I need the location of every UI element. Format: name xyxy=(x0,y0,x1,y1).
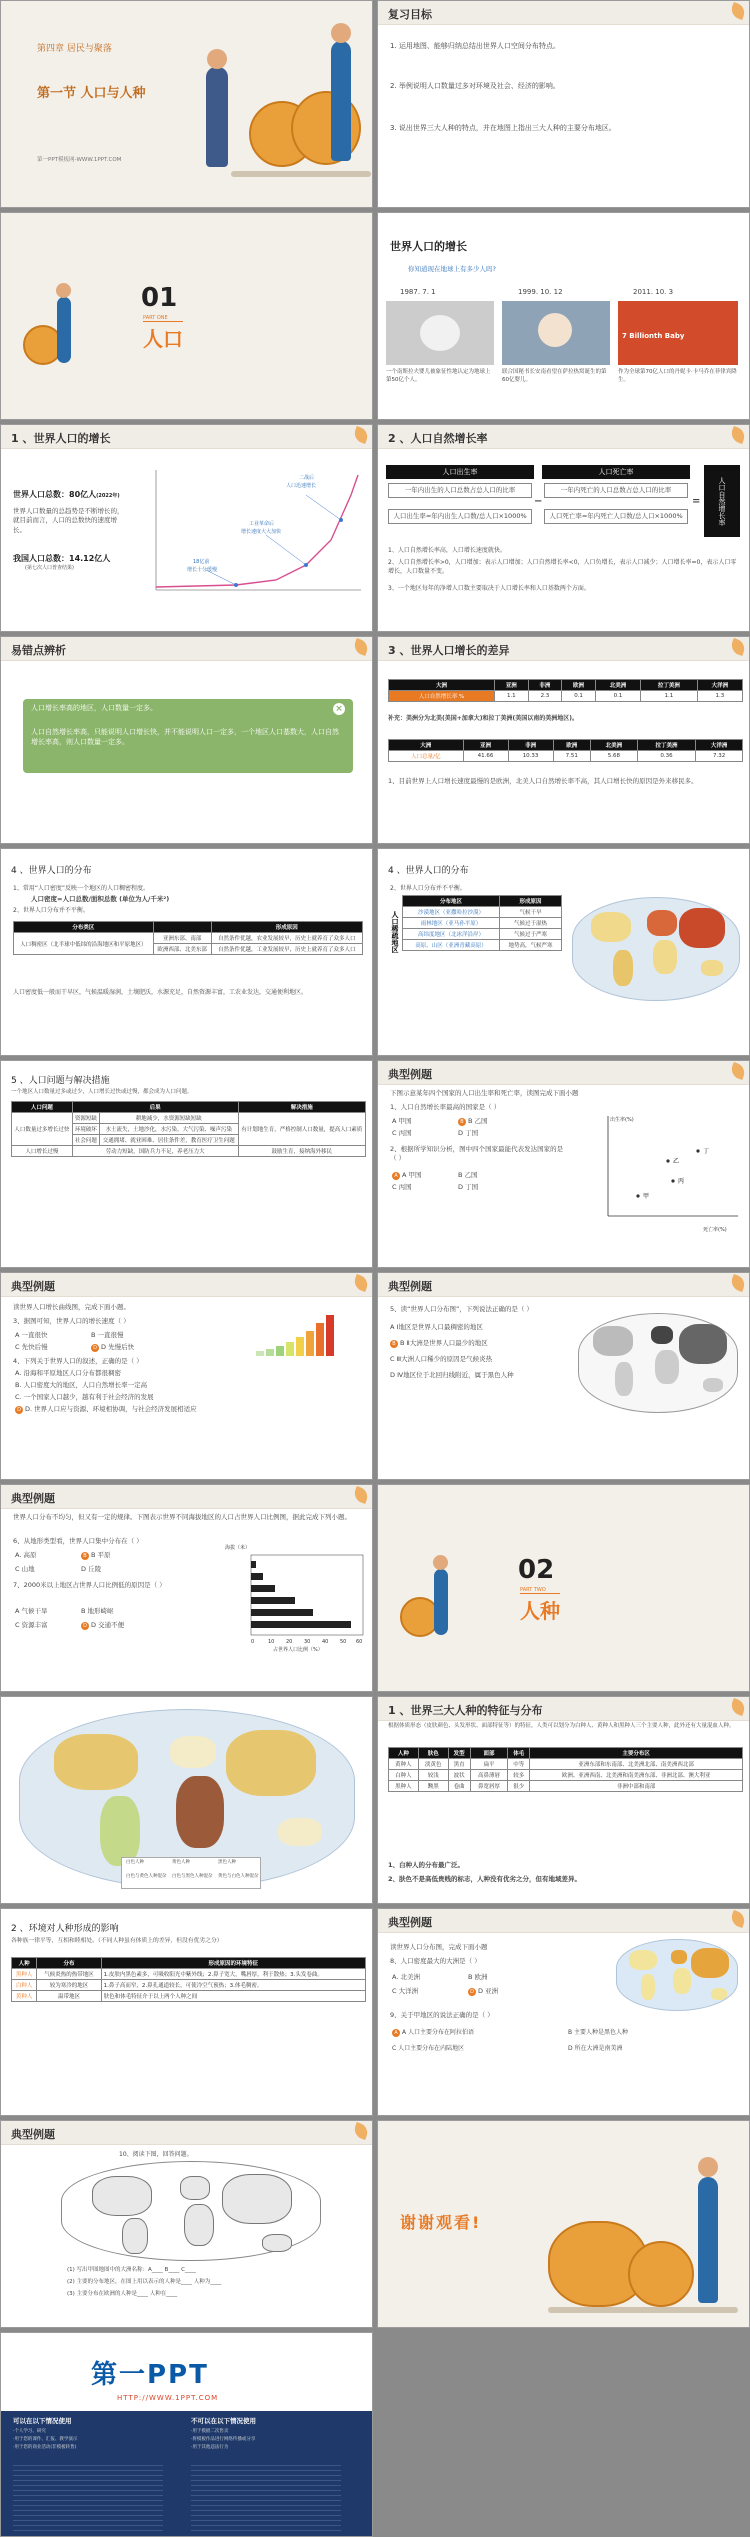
sparse-area-label: 人口稀疏地区 xyxy=(391,911,399,953)
farmer-head xyxy=(433,1555,448,1570)
chapter-title: 第四章 居民与聚落 xyxy=(37,44,112,54)
slide-6[interactable] xyxy=(377,424,750,632)
answer-3: (3) 主要分布在欧洲的人种是____ 人种在____ xyxy=(67,2291,178,2297)
q1-option-d[interactable]: D 丁国 xyxy=(458,1129,479,1137)
label-rapid: 人口迅速增长 xyxy=(286,483,317,489)
slide-title: 复习目标 xyxy=(388,8,432,21)
china-pop-note: (第七次人口普查结果) xyxy=(25,565,74,571)
population-table: 大洲 亚洲 非洲 欧洲 北美洲 拉丁美洲 大洋洲 人口总量/亿 41.66 10.33 7.51 5.68 0.36 7.32 xyxy=(388,739,743,762)
slide-22[interactable] xyxy=(377,2120,750,2328)
q8-option-a[interactable]: A. 北美洲 xyxy=(392,1973,420,1981)
q2-option-d[interactable]: D 丁国 xyxy=(458,1183,479,1191)
birth-rate-header: 人口出生率 xyxy=(386,465,534,479)
density-formula: 人口密度=人口总数/面积总数 (单位为人/千米²) xyxy=(31,895,170,903)
footer-text: 第一PPT模板网-WWW.1PPT.COM xyxy=(37,157,122,163)
part-label: PART ONE xyxy=(143,315,168,321)
q1: 1、人口自然增长率最高的国家是（ ） xyxy=(390,1103,501,1111)
svg-text:占世界人口比例（%）: 占世界人口比例（%） xyxy=(273,1647,323,1653)
cannot-use-title: 不可以在以下情况使用 xyxy=(191,2417,256,2425)
thanks-text: 谢谢观看! xyxy=(400,2213,482,2232)
label-industrial: 工业革命后 xyxy=(249,521,275,527)
slide-header xyxy=(378,1273,749,1297)
divider xyxy=(520,1593,560,1594)
slide-title: 典型例题 xyxy=(388,1068,432,1081)
caption-2: 联合国秘书长安南看望在萨拉热窝诞生的第60亿婴儿。 xyxy=(502,369,607,383)
section-title: 第一节 人口与人种 xyxy=(37,86,146,101)
date-3: 2011. 10. 3 xyxy=(633,288,674,296)
ground xyxy=(548,2307,738,2313)
haybale-graphic-2 xyxy=(628,2241,694,2307)
leaf-icon xyxy=(352,638,370,656)
svg-text:10: 10 xyxy=(268,1639,275,1645)
svg-text:30: 30 xyxy=(304,1639,311,1645)
farmer-head xyxy=(56,283,71,298)
legend-yellow: 黄色人种 xyxy=(172,1860,190,1865)
slide-19[interactable] xyxy=(0,1908,373,2116)
explanation: 人口自然增长率高，只能说明人口增长快，并不能说明人口一定多，一个地区人口基数大，人口自然增长率高，则人口数量一定多。 xyxy=(31,728,339,747)
mistake-card xyxy=(23,699,353,773)
caption-3: 作为全球第70亿人口的丹妮卡·卡马乔在菲律宾降生。 xyxy=(618,369,737,383)
slide-8[interactable] xyxy=(377,636,750,844)
slide-header xyxy=(378,1061,749,1085)
label-postwar: 二战后 xyxy=(299,475,315,481)
slide-header xyxy=(1,425,372,449)
slide-header xyxy=(1,1273,372,1297)
farmer-man-head xyxy=(207,49,227,69)
svg-text:丙: 丙 xyxy=(678,1178,685,1185)
death-rate-header: 人口死亡率 xyxy=(542,465,690,479)
birth-death-scatter-chart xyxy=(583,1111,743,1241)
answer-2: (2) 主要的分布地区，在图上用以表示的人种是____ 人种为____ xyxy=(67,2279,222,2285)
q3-option-d[interactable]: D D 先慢后快 xyxy=(91,1343,134,1352)
legend-mix-3: 黄色与白色人种混杂 xyxy=(218,1874,259,1879)
slide-21[interactable] xyxy=(0,2120,373,2328)
slide-20[interactable] xyxy=(377,1908,750,2116)
caption-1: 一个南斯拉夫婴儿被象征性地认定为地球上第50亿个人。 xyxy=(386,369,491,383)
q3: 3、据图可知，世界人口的增长速度（ ） xyxy=(13,1317,130,1325)
slide-9[interactable] xyxy=(0,848,373,1056)
svg-text:海拔（米）: 海拔（米） xyxy=(225,1545,251,1551)
slide-title: 典型例题 xyxy=(11,1492,55,1505)
svg-text:50: 50 xyxy=(340,1639,347,1645)
legend-white: 白色人种 xyxy=(126,1860,144,1865)
slide-10[interactable] xyxy=(377,848,750,1056)
slide-12[interactable] xyxy=(377,1060,750,1268)
leaf-icon xyxy=(352,1274,370,1292)
label-faster: 增长速度大大加快 xyxy=(241,529,282,535)
q6-option-b[interactable]: B B 平原 xyxy=(81,1551,111,1560)
q5-option-c[interactable]: C Ⅲ大洲人口稀少的原因是气候炎热 xyxy=(390,1355,493,1363)
map-legend xyxy=(121,1857,261,1889)
q4-option-b[interactable]: B. 人口密度大的地区，人口自然增长率一定高 xyxy=(15,1381,148,1389)
race-environment-table: 人种 分布 形成原因的环境特征 黑种人 气候炎热的热带地区 1.皮肤内黑色素多，可吸收阳光中紫外线；2.鼻子宽大，嘴唇厚，利于散热；3.头发卷曲。 白种人 较为寒冷的地区 1.鼻子高而窄，2.鼻孔通道较长，可使冷空气预热；3.体毛稠密。 黄种人 温带地区 肤色和体毛特征介于以上两个人种之间 xyxy=(11,1957,366,2002)
slide-13[interactable] xyxy=(0,1272,373,1480)
svg-text:丁: 丁 xyxy=(703,1148,710,1155)
farmer-woman-head xyxy=(698,2157,718,2177)
farmer-woman xyxy=(331,41,351,161)
race-table: 人种 肤色 发型 面部 体毛 主要分布区 黄种人 淡黄色 黑直 扁平 中等 亚洲东部和东南部、北美洲北部、南美洲西北部 白种人 较浅 波状 高鼻薄唇 较多 欧洲、亚洲西南、北美洲和南美洲东部、非洲北部、澳大利亚 黑种人 黝黑 卷曲 鼻宽唇厚 很少 非洲中部和南部 xyxy=(388,1747,743,1792)
slide-header xyxy=(378,1909,749,1933)
section-number: 02 xyxy=(518,1555,555,1585)
q8: 8、人口密度最大的大洲是（ ） xyxy=(390,1957,481,1965)
trend-text: 世界人口数量的总趋势是不断增长的，就目前而言，人口的总数快的速度增长。 xyxy=(13,507,124,534)
natural-growth-rate-box: 人口自然增长率 xyxy=(704,465,740,537)
farmer-man xyxy=(206,67,228,167)
note-1: 1、人口自然增长率高，人口增长速度就快。 xyxy=(388,547,506,554)
divider xyxy=(143,321,183,322)
note-3: 3、一个地区每年的净增人口数主要取决于人口增长率和人口基数两个方面。 xyxy=(388,585,590,592)
leaf-icon xyxy=(352,1486,370,1504)
dense-area-table: 分布类区 形成原因 人口稠密区（北半球中低纬的沿海地区和平原地区） 亚洲东部、南部 自然条件优越，农业发展较早，历史上就养育了众多人口 欧洲西部、北美东部 自然条件优越，工业发展较早，历史上就养育了众多人口 xyxy=(13,921,363,955)
q1-option-a[interactable]: A 甲国 xyxy=(392,1117,412,1125)
equals-sign: = xyxy=(692,496,701,507)
goal-1: 1. 运用地图、能够归纳总结出世界人口空间分布特点。 xyxy=(390,42,560,50)
uneven-note: 2、世界人口分布并不平衡。 xyxy=(390,885,466,892)
note-1: 1、白种人的分布最广泛。 xyxy=(388,1861,465,1869)
legend-mix-1: 白色与黄色人种混杂 xyxy=(126,1874,167,1879)
q5: 5、读“世界人口分布图”，下列说法正确的是（ ） xyxy=(390,1305,533,1313)
svg-text:20: 20 xyxy=(286,1639,293,1645)
slide-title: 典型例题 xyxy=(388,1916,432,1929)
q4-option-a[interactable]: A. 沿海和平原地区人口分布都很稠密 xyxy=(15,1369,121,1377)
q5-option-d[interactable]: D Ⅳ地区位于北回归线附近，属于黑色人种 xyxy=(390,1371,514,1379)
q9-option-d[interactable]: D 所在大洲是南美洲 xyxy=(568,2045,623,2052)
lead: 读世界人口分布图，完成下面小题 xyxy=(390,1943,488,1951)
slide-title: 世界人口的增长 xyxy=(390,240,467,253)
site-logo: 第一PPT xyxy=(91,2360,209,2390)
q4: 4、下列关于世界人口的叙述，正确的是（ ） xyxy=(13,1357,143,1365)
leaf-icon xyxy=(352,426,370,444)
leaf-icon xyxy=(729,1910,747,1928)
section-title: 人口 xyxy=(143,327,183,351)
q6-option-c[interactable]: C 山地 xyxy=(15,1565,35,1573)
intro: 一个地区人口数量过多或过少，人口增长过快或过慢，都会成为人口问题。 xyxy=(11,1089,193,1095)
label-18: 18亿前 xyxy=(193,559,210,565)
svg-text:40: 40 xyxy=(322,1639,329,1645)
q7-option-c[interactable]: C 资源丰富 xyxy=(15,1621,48,1629)
q3-option-a[interactable]: A 一直很快 xyxy=(15,1331,48,1339)
q8-option-d[interactable]: D D 亚洲 xyxy=(468,1987,498,1996)
question-lead: 下图示意某年四个国家的人口出生率和死亡率，读图完成下面小题 xyxy=(390,1089,579,1097)
svg-text:60: 60 xyxy=(356,1639,363,1645)
farmer-woman xyxy=(434,1569,448,1635)
slide-16[interactable] xyxy=(377,1484,750,1692)
q3-option-b[interactable]: B 一直很慢 xyxy=(91,1331,124,1339)
slide-14[interactable] xyxy=(377,1272,750,1480)
farmer-woman xyxy=(698,2177,718,2303)
slide-2[interactable] xyxy=(377,0,750,208)
license-body xyxy=(1,2411,373,2537)
lead: 读世界人口增长曲线图，完成下面小题。 xyxy=(13,1303,130,1311)
q7: 7、2000米以上地区占世界人口比例低的原因是（ ） xyxy=(13,1581,166,1589)
note-2: 2、肤色不是高低贵贱的标志，人种没有优劣之分，但有地域差异。 xyxy=(388,1875,582,1883)
slide-title: 1 、世界人口的增长 xyxy=(11,432,111,445)
slide-title: 2 、环境对人种形成的影响 xyxy=(11,1924,119,1934)
photo-3 xyxy=(618,301,738,365)
exercise-map xyxy=(61,2161,321,2261)
slide-title: 易错点辨析 xyxy=(11,644,66,657)
lead: 世界人口分布不均匀，但又有一定的规律。下图表示世界不同海拔地区的人口占世界人口比例图，据此完成下列小题。 xyxy=(13,1513,351,1521)
slide-5[interactable] xyxy=(0,424,373,632)
can-item: ·用于您的课件、汇报、教学演示 xyxy=(13,2437,78,2442)
conclusion: 1、目前世界上人口增长速度最慢的是欧洲，北美人口自然增长率不高，其人口增长快的原因是外来移民多。 xyxy=(388,777,698,785)
q2: 2、根据所学知识分析，图中四个国家最能代表发达国家的是（ ） xyxy=(390,1145,564,1163)
q5-option-b[interactable]: B B Ⅱ大洲是世界人口最少的地区 xyxy=(390,1339,560,1348)
section-number: 01 xyxy=(141,283,178,313)
slide-17[interactable] xyxy=(0,1696,373,1904)
slide-header xyxy=(378,1697,749,1721)
population-problem-table: 人口问题 后果 解决措施 人口数量过多增长过快 资源短缺 耕地减少，水资源短缺短缺 有计划地生育，严格控制人口数量，提高人口素质 环境破坏 水土流失，土地沙化，水污染、大气污染、噪声污染 社会问题 交通拥堵、就业困难、居住条件差，教育医疗卫生问题 人口增长过慢 劳动力短缺，国防兵力不足，养老压力大 鼓励生育，接纳海外移民 xyxy=(11,1101,366,1157)
part-label: PART TWO xyxy=(520,1587,546,1593)
slide-header xyxy=(378,637,749,661)
svg-text:甲: 甲 xyxy=(643,1193,650,1200)
china-pop: 我国人口总数：14.12亿人 xyxy=(13,554,111,563)
q7-option-a[interactable]: A 气候干旱 xyxy=(15,1607,48,1615)
slide-11[interactable] xyxy=(0,1060,373,1268)
legend-mix-2: 白色与黑色人种混杂 xyxy=(172,1874,213,1879)
q9-option-a[interactable]: A A 人口主要分布在阿拉伯语 xyxy=(392,2029,474,2038)
q6-option-d[interactable]: D 丘陵 xyxy=(81,1565,102,1573)
label-slow: 增长十分缓慢 xyxy=(187,567,218,573)
goal-3: 3. 说出世界三大人种的特点，并在地图上指出三大人种的主要分布地区。 xyxy=(390,124,616,132)
slide-title: 典型例题 xyxy=(11,1280,55,1293)
slide-header xyxy=(378,425,749,449)
world-pop: 世界人口总数：80亿人(2022年) xyxy=(13,490,120,499)
wrong-statement: 人口增长率高的地区，人口数量一定多。 xyxy=(31,704,157,712)
altitude-population-bar-chart xyxy=(223,1541,368,1653)
slide-header xyxy=(1,1485,372,1509)
answer-1: (1) 写出甲图地图中的大洲名称：A____ B____ C____ xyxy=(67,2267,196,2273)
license-panel xyxy=(0,2332,373,2537)
slide-title: 1 、世界三大人种的特征与分布 xyxy=(388,1704,543,1717)
date-1: 1987. 7. 1 xyxy=(400,288,436,296)
leaf-icon xyxy=(352,2122,370,2140)
slide-title: 2 、人口自然增长率 xyxy=(388,432,488,445)
slide-title: 4 、世界人口的分布 xyxy=(388,866,469,876)
cannot-item: ·用于其他违法行为 xyxy=(191,2445,229,2450)
svg-text:出生率(%): 出生率(%) xyxy=(610,1117,634,1123)
world-population-map xyxy=(578,1313,738,1413)
question: 你知道现在地球上有多少人吗? xyxy=(408,265,496,273)
lead: 根据体质形态（皮肤颜色、头发形状、面部特征等）的特征，人类可以划分为白种人、黄种人和黑种人三个主要人种，此外还有大量混血人种。 xyxy=(388,1723,735,1729)
leaf-icon xyxy=(729,1062,747,1080)
q7-option-b[interactable]: B 地形崎岖 xyxy=(81,1607,114,1615)
slide-title: 4 、世界人口的分布 xyxy=(11,866,92,876)
q10: 10、阅读下图，回答问题。 xyxy=(119,2151,193,2158)
photo-banner: 7 Billionth Baby xyxy=(622,332,685,340)
q9: 9、关于甲地区的说法正确的是（ ） xyxy=(390,2011,494,2019)
sparse-area-table: 分布地区 形成原因 沙漠地区（亚撒哈拉沙漠） 气候干旱 雨林地区（亚马孙平原） 气候过于湿热 高纬度地区（北冰洋沿岸） 气候过于严寒 高原、山区（亚洲青藏高原） 地势高，气候严寒 xyxy=(402,895,562,951)
slide-title: 典型例题 xyxy=(388,1280,432,1293)
footnote: 人口密度低一般而干早区，气候温暖湿润，土壤肥沃，水源充足，自然资源丰富，工农业发达，交通便利地区。 xyxy=(13,989,308,996)
q4-option-c[interactable]: C. 一个国家人口越少，越有利于社会经济的发展 xyxy=(15,1393,154,1401)
leaf-icon xyxy=(729,1698,747,1716)
slide-header xyxy=(378,1,749,25)
farmer-woman xyxy=(57,297,71,363)
q4-option-d[interactable]: D D. 世界人口应与资源、环境相协调，与社会经济发展相适应 xyxy=(15,1405,355,1414)
can-use-title: 可以在以下情况使用 xyxy=(13,2417,72,2425)
q8-option-b[interactable]: B 欧洲 xyxy=(468,1973,488,1981)
q8-option-c[interactable]: C 大洋洲 xyxy=(392,1987,419,1995)
q6: 6、从地形类型看，世界人口集中分布在（ ） xyxy=(13,1537,143,1545)
section-title: 人种 xyxy=(520,1599,560,1623)
can-item: ·用于您的商业活动(非模板转售) xyxy=(13,2445,77,2450)
leaf-icon xyxy=(729,1274,747,1292)
slide-title: 5 、人口问题与解决措施 xyxy=(11,1076,110,1086)
leaf-icon xyxy=(729,426,747,444)
slide-18[interactable] xyxy=(377,1696,750,1904)
legend-black: 黑色人种 xyxy=(218,1860,236,1865)
slide-4[interactable] xyxy=(377,212,750,420)
growth-rate-table: 大洲 亚洲 非洲 欧洲 北美洲 拉丁美洲 大洋洲 人口自然增长率 % 1.1 2.3 0.1 0.1 1.1 1.3 xyxy=(388,679,743,702)
q2-option-c[interactable]: C 丙国 xyxy=(392,1183,412,1191)
svg-text:乙: 乙 xyxy=(673,1158,680,1165)
q9-option-c[interactable]: C 人口主要分布在内陆地区 xyxy=(392,2045,465,2052)
svg-text:0: 0 xyxy=(251,1639,255,1645)
growth-bars-chart xyxy=(251,1311,351,1361)
slide-3[interactable] xyxy=(0,212,373,420)
goal-2: 2. 举例说明人口数量过多对环境及社会、经济的影响。 xyxy=(390,82,560,90)
q2-option-a[interactable]: A A 甲国 xyxy=(392,1171,422,1180)
site-url: HTTP://WWW.1PPT.COM xyxy=(117,2394,219,2402)
death-rate-formula: 人口死亡率=年内死亡人口数/总人口×1000% xyxy=(544,509,688,524)
photo-2 xyxy=(502,301,610,365)
lead: 各种族一律平等，互相和睦相处。（不同人种虽有体质上的差异，但没有优劣之分） xyxy=(11,1938,223,1944)
close-icon: × xyxy=(333,703,345,715)
cannot-item: ·用于模板二次售卖 xyxy=(191,2429,229,2434)
death-rate-def: 一年内死亡的人口总数占总人口的比率 xyxy=(544,483,688,498)
link-list-left[interactable] xyxy=(13,2461,163,2531)
farmer-woman-head xyxy=(331,23,351,43)
slide-title: 典型例题 xyxy=(11,2128,55,2141)
q1-option-b[interactable]: B B 乙国 xyxy=(458,1117,488,1126)
cannot-item: ·将模板作品进行网络传播或分享 xyxy=(191,2437,256,2442)
photo-1 xyxy=(386,301,494,365)
world-population-map xyxy=(616,1939,738,2011)
birth-rate-formula: 人口出生率=年内出生人口数/总人口×1000% xyxy=(388,509,532,524)
ground xyxy=(231,171,371,177)
slide-header xyxy=(1,637,372,661)
minus-sign: − xyxy=(534,496,543,507)
q5-option-a[interactable]: A Ⅰ地区是世界人口最稠密的地区 xyxy=(390,1323,483,1331)
svg-text:死亡率(%): 死亡率(%) xyxy=(703,1227,727,1233)
q1-option-c[interactable]: C 丙国 xyxy=(392,1129,412,1137)
q6-option-a[interactable]: A. 高原 xyxy=(15,1551,37,1559)
note-2: 2、人口自然增长率>0，人口增加；表示人口增加；人口自然增长率<0，人口负增长，表示人口减少；人口增长率=0，表示人口零增长，人口数量不变。 xyxy=(388,559,737,575)
uneven-note: 2、世界人口分布并不平衡。 xyxy=(13,907,89,914)
slide-title: 3 、世界人口增长的差异 xyxy=(388,644,510,657)
birth-rate-def: 一年内出生的人口总数占总人口的比率 xyxy=(388,483,532,498)
date-2: 1999. 10. 12 xyxy=(518,288,563,296)
slide-1[interactable] xyxy=(0,0,373,208)
q9-option-b[interactable]: B 主要人种是黑色人种 xyxy=(568,2029,629,2036)
supplement-note: 补充：美洲分为北美(美国+加拿大)和拉丁美洲(美国以南的美洲地区)。 xyxy=(388,715,578,722)
slide-7[interactable] xyxy=(0,636,373,844)
q2-option-b[interactable]: B 乙国 xyxy=(458,1171,478,1179)
slide-header xyxy=(1,2121,372,2145)
q3-option-c[interactable]: C 先快后慢 xyxy=(15,1343,48,1351)
q7-option-d[interactable]: D D 交通不便 xyxy=(81,1621,124,1630)
can-item: ·个人学习、研究 xyxy=(13,2429,46,2434)
slide-15[interactable] xyxy=(0,1484,373,1692)
density-note: 1、常用“人口密度”反映一个地区的人口稠密程度。 xyxy=(13,885,150,892)
world-density-map xyxy=(572,897,740,1001)
leaf-icon xyxy=(729,2,747,20)
leaf-icon xyxy=(729,638,747,656)
link-list-right[interactable] xyxy=(191,2461,341,2531)
